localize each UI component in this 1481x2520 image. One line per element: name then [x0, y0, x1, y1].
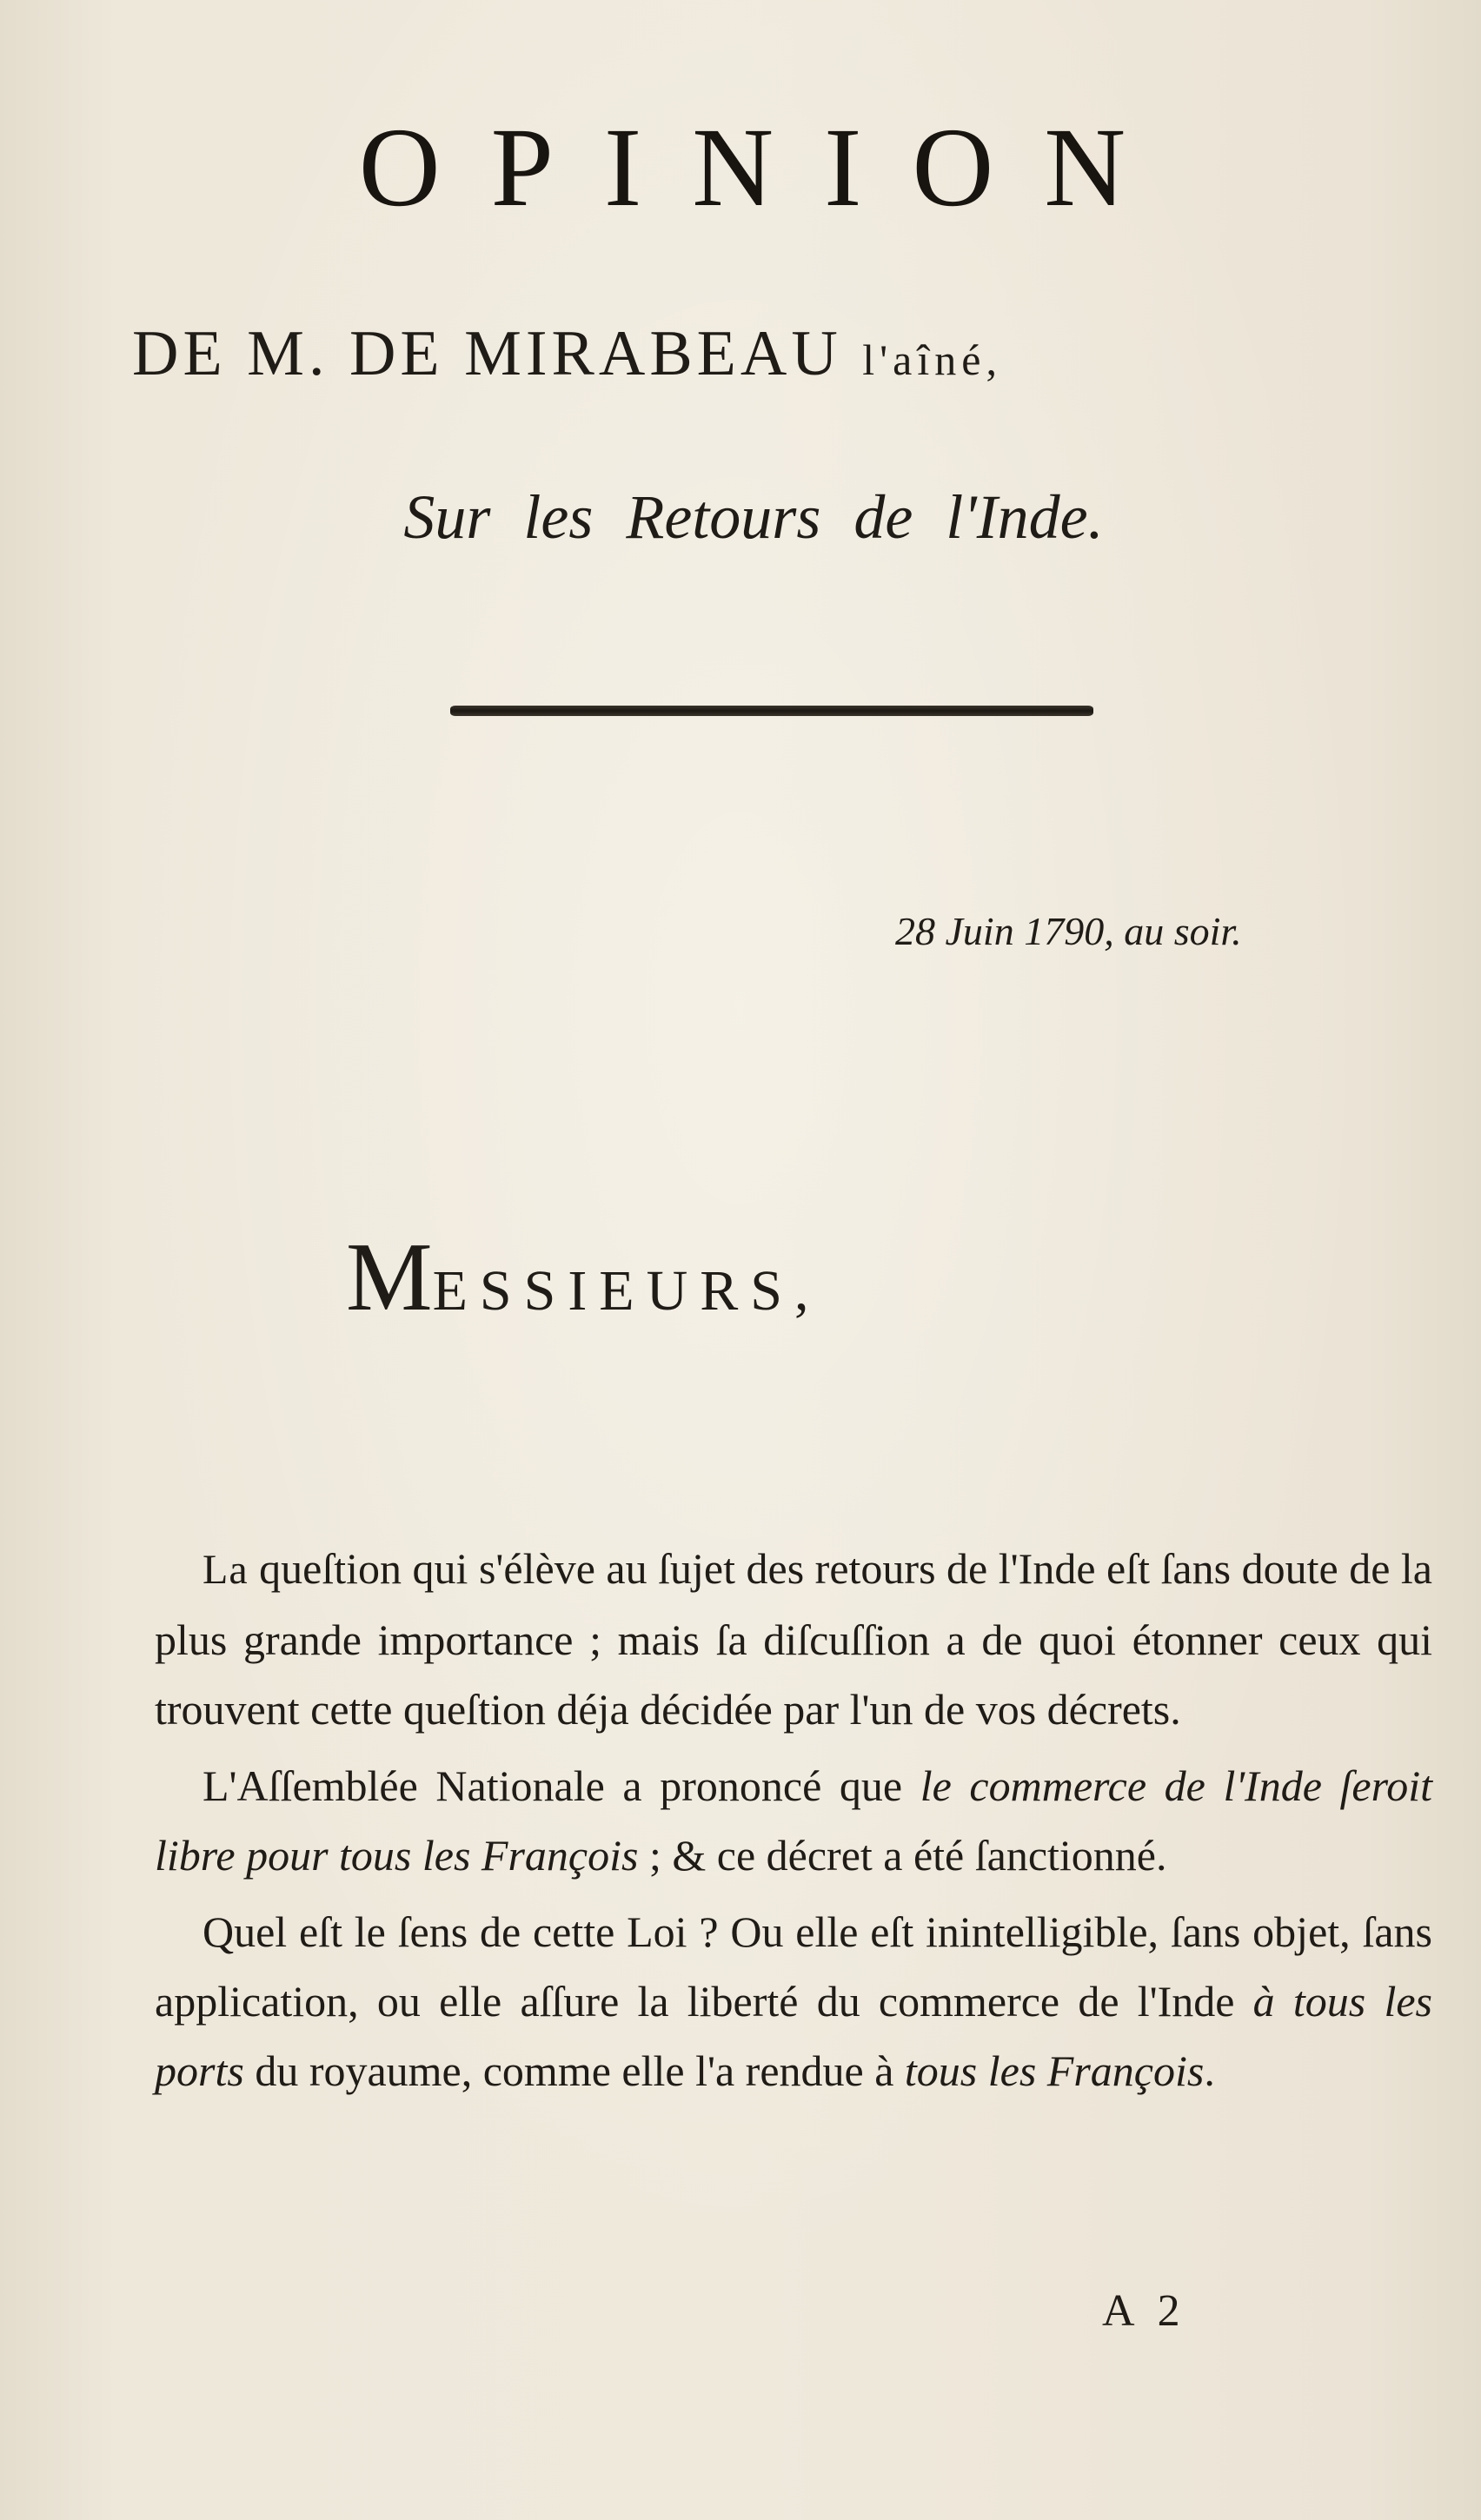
paragraph-1-lead: La — [203, 1547, 249, 1593]
author-name: DE M. DE MIRABEAU — [132, 318, 842, 389]
paragraph-3-part2: du royaume, comme elle l'a rendue à — [243, 2046, 905, 2095]
salutation — [346, 1225, 821, 1343]
paragraph-3-part1: Quel eſt le ſens de cette Loi ? Ou elle eſt inintelligible, ſans objet, ſans application, ou elle aſſure la liberté du commerce de l'Inde — [155, 1907, 1432, 2026]
paragraph-3-italic1: à tous les ports — [155, 1977, 1432, 2095]
salutation-initial: M — [346, 1224, 433, 1331]
paragraph-2-part1: L'Aſſemblée Nationale a prononcé que — [203, 1761, 920, 1810]
author-suffix: l'aîné, — [862, 335, 1002, 384]
date-line: 28 Juin 1790, au soir. — [895, 909, 1242, 953]
signature-mark: A 2 — [1102, 2286, 1187, 2336]
body-text — [155, 1534, 1432, 2112]
paragraph-1 — [155, 1534, 1432, 1744]
salutation-rest: ESSIEURS, — [432, 1259, 821, 1323]
paragraph-3-part3: . — [1204, 2046, 1215, 2095]
paragraph-2 — [155, 1751, 1432, 1890]
paragraph-2-part2: ; & ce décret a été ſanctionné. — [638, 1831, 1167, 1880]
subtitle: Sur les Retours de l'Inde. — [403, 482, 1104, 552]
paragraph-2-italic: le commerce de l'Inde ſeroit libre pour tous les François — [155, 1761, 1432, 1880]
paragraph-3-italic2: tous les François — [904, 2046, 1205, 2095]
paragraph-3 — [155, 1897, 1432, 2106]
author-line — [132, 315, 1002, 399]
page-title: OPINION — [358, 105, 1177, 230]
title-rule — [450, 706, 1093, 716]
paragraph-1-text: queſtion qui s'élève au ſujet des retours de l'Inde eſt ſans doute de la plus grande importance ; mais ſa diſcuſſion a de quoi étonner ceux qui trouvent cette queſtion déja décidée par l'un de vos décrets. — [155, 1544, 1432, 1734]
